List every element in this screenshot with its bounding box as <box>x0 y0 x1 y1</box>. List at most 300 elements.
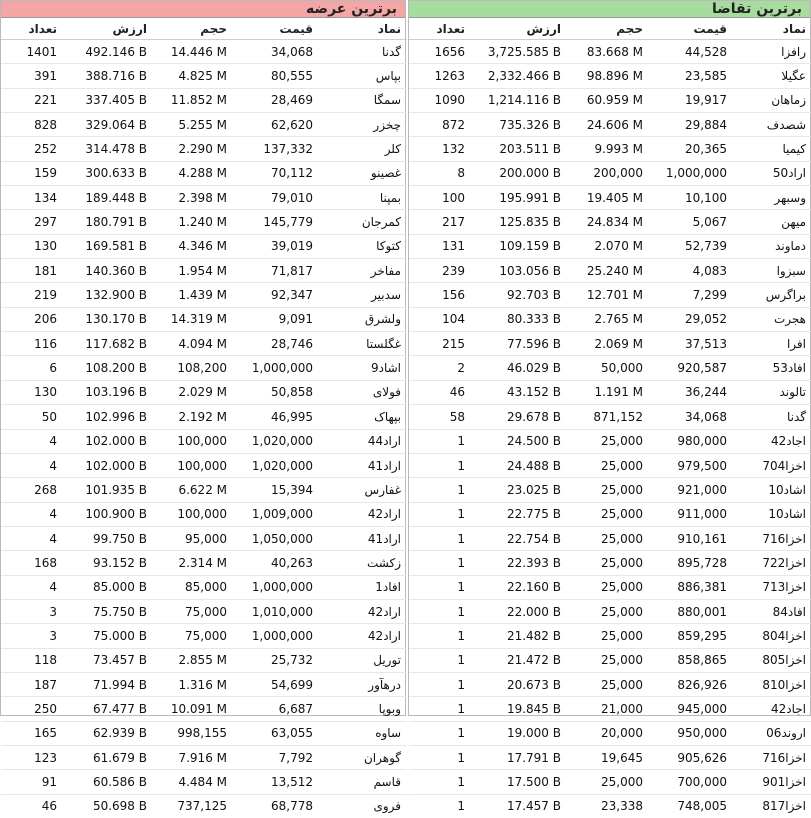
table-row[interactable] <box>1 794 407 818</box>
cell-count: 159 <box>1 161 63 185</box>
table-row[interactable] <box>409 259 811 283</box>
cell-symbol[interactable]: اخزا817 <box>733 794 811 818</box>
cell-symbol[interactable]: زماهان <box>733 88 811 112</box>
table-row[interactable] <box>409 380 811 404</box>
cell-value: 24.488 B <box>471 453 567 477</box>
cell-count: 1656 <box>409 40 471 64</box>
cell-value: 19.845 B <box>471 697 567 721</box>
cell-symbol[interactable]: کلر <box>319 137 407 161</box>
header-price[interactable]: قیمت <box>233 18 319 40</box>
cell-count: 1 <box>409 697 471 721</box>
table-row[interactable] <box>409 161 811 185</box>
cell-value: 17.791 B <box>471 745 567 769</box>
cell-symbol[interactable]: براگرس <box>733 283 811 307</box>
cell-value: 17.457 B <box>471 794 567 818</box>
cell-volume: 25,000 <box>567 575 649 599</box>
cell-volume: 25,000 <box>567 429 649 453</box>
table-row[interactable] <box>1 234 407 258</box>
table-row[interactable] <box>1 40 407 64</box>
cell-volume: 5.255 M <box>153 113 233 137</box>
cell-value: 61.679 B <box>63 745 153 769</box>
table-row[interactable] <box>1 259 407 283</box>
cell-symbol[interactable]: توریل <box>319 648 407 672</box>
cell-count: 1 <box>409 672 471 696</box>
cell-count: 1 <box>409 745 471 769</box>
cell-value: 189.448 B <box>63 186 153 210</box>
cell-price: 71,817 <box>233 259 319 283</box>
table-header-row <box>409 18 811 40</box>
table-row[interactable] <box>409 332 811 356</box>
table-row[interactable] <box>409 794 811 818</box>
cell-value: 23.025 B <box>471 478 567 502</box>
cell-volume: 6.622 M <box>153 478 233 502</box>
cell-count: 4 <box>1 526 63 550</box>
cell-volume: 83.668 M <box>567 40 649 64</box>
cell-price: 748,005 <box>649 794 733 818</box>
cell-price: 6,687 <box>233 697 319 721</box>
cell-symbol[interactable]: بپهاک <box>319 405 407 429</box>
cell-price: 886,381 <box>649 575 733 599</box>
cell-value: 22.775 B <box>471 502 567 526</box>
cell-price: 40,263 <box>233 551 319 575</box>
cell-count: 872 <box>409 113 471 137</box>
cell-count: 1 <box>409 453 471 477</box>
table-row[interactable] <box>409 283 811 307</box>
cell-volume: 4.346 M <box>153 234 233 258</box>
table-row[interactable] <box>1 672 407 696</box>
cell-price: 858,865 <box>649 648 733 672</box>
table-row[interactable] <box>1 770 407 794</box>
table-row[interactable] <box>1 745 407 769</box>
cell-count: 217 <box>409 210 471 234</box>
header-symbol[interactable]: نماد <box>733 18 811 40</box>
cell-volume: 4.094 M <box>153 332 233 356</box>
cell-price: 7,299 <box>649 283 733 307</box>
cell-price: 54,699 <box>233 672 319 696</box>
cell-value: 492.146 B <box>63 40 153 64</box>
table-row[interactable] <box>1 88 407 112</box>
cell-price: 895,728 <box>649 551 733 575</box>
header-volume[interactable]: حجم <box>567 18 649 40</box>
cell-volume: 85,000 <box>153 575 233 599</box>
table-row[interactable] <box>1 113 407 137</box>
cell-count: 1 <box>409 624 471 648</box>
cell-symbol[interactable]: اخزا810 <box>733 672 811 696</box>
cell-volume: 24.834 M <box>567 210 649 234</box>
table-row[interactable] <box>1 161 407 185</box>
top-supply-title: برترین عرضه <box>1 1 405 18</box>
cell-count: 165 <box>1 721 63 745</box>
table-row[interactable] <box>409 356 811 380</box>
cell-count: 250 <box>1 697 63 721</box>
cell-symbol[interactable]: اشاد10 <box>733 502 811 526</box>
cell-value: 20.673 B <box>471 672 567 696</box>
table-row[interactable] <box>1 721 407 745</box>
cell-symbol[interactable]: اشاد10 <box>733 478 811 502</box>
cell-price: 980,000 <box>649 429 733 453</box>
cell-symbol[interactable]: مفاخر <box>319 259 407 283</box>
cell-count: 1 <box>409 502 471 526</box>
table-row[interactable] <box>409 210 811 234</box>
table-row[interactable] <box>1 453 407 477</box>
cell-count: 268 <box>1 478 63 502</box>
cell-price: 950,000 <box>649 721 733 745</box>
table-row[interactable] <box>1 186 407 210</box>
table-row[interactable] <box>409 307 811 331</box>
cell-volume: 1.316 M <box>153 672 233 696</box>
cell-count: 134 <box>1 186 63 210</box>
cell-volume: 2.855 M <box>153 648 233 672</box>
cell-value: 71.994 B <box>63 672 153 696</box>
cell-symbol[interactable]: اشاد9 <box>319 356 407 380</box>
table-row[interactable] <box>409 234 811 258</box>
cell-value: 92.703 B <box>471 283 567 307</box>
cell-value: 67.477 B <box>63 697 153 721</box>
table-row[interactable] <box>409 453 811 477</box>
cell-volume: 2.029 M <box>153 380 233 404</box>
cell-value: 314.478 B <box>63 137 153 161</box>
cell-symbol[interactable]: اراد42 <box>319 599 407 623</box>
cell-price: 826,926 <box>649 672 733 696</box>
cell-symbol[interactable]: کتوکا <box>319 234 407 258</box>
cell-value: 132.900 B <box>63 283 153 307</box>
cell-volume: 2.314 M <box>153 551 233 575</box>
table-row[interactable] <box>1 380 407 404</box>
cell-symbol[interactable]: زکشت <box>319 551 407 575</box>
cell-symbol[interactable]: دماوند <box>733 234 811 258</box>
table-row[interactable] <box>409 721 811 745</box>
cell-value: 2,332.466 B <box>471 64 567 88</box>
cell-count: 1401 <box>1 40 63 64</box>
cell-symbol[interactable]: اخزا716 <box>733 745 811 769</box>
cell-count: 123 <box>1 745 63 769</box>
table-row[interactable] <box>409 672 811 696</box>
cell-price: 37,513 <box>649 332 733 356</box>
cell-count: 130 <box>1 380 63 404</box>
cell-price: 25,732 <box>233 648 319 672</box>
cell-price: 1,020,000 <box>233 429 319 453</box>
cell-value: 180.791 B <box>63 210 153 234</box>
table-row[interactable] <box>1 551 407 575</box>
cell-volume: 4.825 M <box>153 64 233 88</box>
cell-symbol[interactable]: سدبیر <box>319 283 407 307</box>
cell-volume: 2.070 M <box>567 234 649 258</box>
cell-price: 700,000 <box>649 770 733 794</box>
cell-value: 24.500 B <box>471 429 567 453</box>
cell-symbol[interactable]: غگلستا <box>319 332 407 356</box>
cell-volume: 737,125 <box>153 794 233 818</box>
cell-value: 103.196 B <box>63 380 153 404</box>
table-row[interactable] <box>1 502 407 526</box>
cell-count: 4 <box>1 502 63 526</box>
cell-value: 329.064 B <box>63 113 153 137</box>
top-demand-panel <box>408 0 811 716</box>
cell-count: 1 <box>409 551 471 575</box>
cell-price: 34,068 <box>649 405 733 429</box>
table-row[interactable] <box>409 502 811 526</box>
cell-symbol[interactable]: افاد1 <box>319 575 407 599</box>
cell-symbol[interactable]: تالوند <box>733 380 811 404</box>
table-row[interactable] <box>409 624 811 648</box>
cell-symbol[interactable]: اخزا713 <box>733 575 811 599</box>
cell-volume: 998,155 <box>153 721 233 745</box>
cell-volume: 9.993 M <box>567 137 649 161</box>
cell-price: 39,019 <box>233 234 319 258</box>
cell-volume: 100,000 <box>153 429 233 453</box>
cell-volume: 25,000 <box>567 770 649 794</box>
cell-price: 28,469 <box>233 88 319 112</box>
table-row[interactable] <box>1 210 407 234</box>
cell-symbol[interactable]: اخزا704 <box>733 453 811 477</box>
header-count[interactable]: تعداد <box>1 18 63 40</box>
cell-value: 200.000 B <box>471 161 567 185</box>
table-row[interactable] <box>1 429 407 453</box>
table-row[interactable] <box>409 40 811 64</box>
table-row[interactable] <box>1 405 407 429</box>
cell-count: 219 <box>1 283 63 307</box>
table-row[interactable] <box>1 526 407 550</box>
cell-volume: 95,000 <box>153 526 233 550</box>
cell-volume: 7.916 M <box>153 745 233 769</box>
cell-price: 50,858 <box>233 380 319 404</box>
table-row[interactable] <box>409 697 811 721</box>
cell-symbol[interactable]: اراد41 <box>319 453 407 477</box>
top-demand-rows <box>409 40 811 818</box>
cell-symbol[interactable]: فولای <box>319 380 407 404</box>
cell-price: 10,100 <box>649 186 733 210</box>
cell-price: 4,083 <box>649 259 733 283</box>
table-row[interactable] <box>409 599 811 623</box>
cell-symbol[interactable]: بپاس <box>319 64 407 88</box>
cell-volume: 25,000 <box>567 672 649 696</box>
table-row[interactable] <box>1 599 407 623</box>
cell-symbol[interactable]: اخزا901 <box>733 770 811 794</box>
cell-value: 125.835 B <box>471 210 567 234</box>
cell-value: 735.326 B <box>471 113 567 137</box>
cell-count: 187 <box>1 672 63 696</box>
table-row[interactable] <box>409 113 811 137</box>
table-header-row <box>1 18 407 40</box>
table-row[interactable] <box>1 307 407 331</box>
cell-count: 1 <box>409 599 471 623</box>
table-row[interactable] <box>409 186 811 210</box>
cell-value: 102.996 B <box>63 405 153 429</box>
cell-symbol[interactable]: اخزا804 <box>733 624 811 648</box>
cell-symbol[interactable]: اخزا805 <box>733 648 811 672</box>
cell-symbol[interactable]: هجرت <box>733 307 811 331</box>
cell-price: 9,091 <box>233 307 319 331</box>
cell-symbol[interactable]: اراد44 <box>319 429 407 453</box>
cell-symbol[interactable]: اخزا722 <box>733 551 811 575</box>
table-row[interactable] <box>409 405 811 429</box>
cell-symbol[interactable]: قاسم <box>319 770 407 794</box>
cell-value: 195.991 B <box>471 186 567 210</box>
cell-value: 108.200 B <box>63 356 153 380</box>
table-row[interactable] <box>1 137 407 161</box>
cell-price: 15,394 <box>233 478 319 502</box>
cell-price: 911,000 <box>649 502 733 526</box>
cell-symbol[interactable]: افرا <box>733 332 811 356</box>
header-symbol[interactable]: نماد <box>319 18 407 40</box>
cell-price: 70,112 <box>233 161 319 185</box>
cell-symbol[interactable]: غصینو <box>319 161 407 185</box>
cell-price: 880,001 <box>649 599 733 623</box>
table-row[interactable] <box>1 697 407 721</box>
cell-price: 910,161 <box>649 526 733 550</box>
cell-symbol[interactable]: گوهران <box>319 745 407 769</box>
cell-count: 215 <box>409 332 471 356</box>
table-row[interactable] <box>1 283 407 307</box>
cell-value: 109.159 B <box>471 234 567 258</box>
cell-symbol[interactable]: رافزا <box>733 40 811 64</box>
header-price[interactable]: قیمت <box>649 18 733 40</box>
table-row[interactable] <box>409 648 811 672</box>
table-row[interactable] <box>409 64 811 88</box>
cell-value: 22.160 B <box>471 575 567 599</box>
table-row[interactable] <box>1 575 407 599</box>
cell-count: 297 <box>1 210 63 234</box>
header-value[interactable]: ارزش <box>471 18 567 40</box>
cell-symbol[interactable]: اجاد42 <box>733 697 811 721</box>
cell-value: 73.457 B <box>63 648 153 672</box>
cell-count: 46 <box>409 380 471 404</box>
cell-value: 22.000 B <box>471 599 567 623</box>
cell-count: 1 <box>409 770 471 794</box>
cell-value: 46.029 B <box>471 356 567 380</box>
cell-symbol[interactable]: افاد53 <box>733 356 811 380</box>
cell-price: 23,585 <box>649 64 733 88</box>
cell-price: 1,050,000 <box>233 526 319 550</box>
cell-price: 28,746 <box>233 332 319 356</box>
cell-price: 20,365 <box>649 137 733 161</box>
cell-symbol[interactable]: ساوه <box>319 721 407 745</box>
cell-value: 80.333 B <box>471 307 567 331</box>
header-volume[interactable]: حجم <box>153 18 233 40</box>
cell-symbol[interactable]: اراد42 <box>319 502 407 526</box>
cell-symbol[interactable]: کمرجان <box>319 210 407 234</box>
cell-value: 29.678 B <box>471 405 567 429</box>
cell-symbol[interactable]: عگیلا <box>733 64 811 88</box>
cell-symbol[interactable]: سبزوا <box>733 259 811 283</box>
cell-volume: 25,000 <box>567 599 649 623</box>
cell-value: 21.482 B <box>471 624 567 648</box>
header-count[interactable]: تعداد <box>409 18 471 40</box>
cell-symbol[interactable]: وسبهر <box>733 186 811 210</box>
cell-count: 4 <box>1 429 63 453</box>
cell-value: 22.754 B <box>471 526 567 550</box>
cell-symbol[interactable]: اجاد42 <box>733 429 811 453</box>
cell-symbol[interactable]: چخزر <box>319 113 407 137</box>
cell-count: 116 <box>1 332 63 356</box>
cell-symbol[interactable]: وبوپا <box>319 697 407 721</box>
header-value[interactable]: ارزش <box>63 18 153 40</box>
cell-symbol[interactable]: ولشرق <box>319 307 407 331</box>
cell-count: 206 <box>1 307 63 331</box>
cell-volume: 1.439 M <box>153 283 233 307</box>
cell-volume: 11.852 M <box>153 88 233 112</box>
cell-symbol[interactable]: غفارس <box>319 478 407 502</box>
cell-volume: 1.954 M <box>153 259 233 283</box>
cell-symbol[interactable]: بمپنا <box>319 186 407 210</box>
cell-value: 77.596 B <box>471 332 567 356</box>
table-row[interactable] <box>409 429 811 453</box>
cell-symbol[interactable]: کیمیا <box>733 137 811 161</box>
top-supply-rows <box>1 40 407 818</box>
cell-symbol[interactable]: اراد50 <box>733 161 811 185</box>
cell-count: 221 <box>1 88 63 112</box>
cell-volume: 25,000 <box>567 648 649 672</box>
cell-symbol[interactable]: شصدف <box>733 113 811 137</box>
table-row[interactable] <box>1 478 407 502</box>
cell-symbol[interactable]: سمگا <box>319 88 407 112</box>
table-row[interactable] <box>409 551 811 575</box>
cell-volume: 100,000 <box>153 502 233 526</box>
cell-symbol[interactable]: گدنا <box>319 40 407 64</box>
cell-price: 52,739 <box>649 234 733 258</box>
cell-count: 2 <box>409 356 471 380</box>
table-row[interactable] <box>1 332 407 356</box>
cell-symbol[interactable]: میهن <box>733 210 811 234</box>
table-row[interactable] <box>409 478 811 502</box>
table-row[interactable] <box>1 648 407 672</box>
cell-price: 859,295 <box>649 624 733 648</box>
table-row[interactable] <box>409 137 811 161</box>
cell-price: 29,884 <box>649 113 733 137</box>
cell-count: 1 <box>409 575 471 599</box>
table-row[interactable] <box>409 526 811 550</box>
cell-value: 337.405 B <box>63 88 153 112</box>
cell-symbol[interactable]: اروند06 <box>733 721 811 745</box>
cell-price: 1,010,000 <box>233 599 319 623</box>
cell-symbol[interactable]: اراد42 <box>319 624 407 648</box>
cell-count: 58 <box>409 405 471 429</box>
cell-price: 979,500 <box>649 453 733 477</box>
cell-count: 4 <box>1 453 63 477</box>
table-row[interactable] <box>409 575 811 599</box>
cell-value: 50.698 B <box>63 794 153 818</box>
cell-symbol[interactable]: فروی <box>319 794 407 818</box>
cell-volume: 2.398 M <box>153 186 233 210</box>
cell-value: 130.170 B <box>63 307 153 331</box>
cell-price: 44,528 <box>649 40 733 64</box>
cell-symbol[interactable]: افاد84 <box>733 599 811 623</box>
cell-symbol[interactable]: اراد41 <box>319 526 407 550</box>
cell-volume: 2.290 M <box>153 137 233 161</box>
cell-count: 6 <box>1 356 63 380</box>
cell-volume: 1.240 M <box>153 210 233 234</box>
table-row[interactable] <box>409 770 811 794</box>
cell-price: 1,020,000 <box>233 453 319 477</box>
cell-symbol[interactable]: اخزا716 <box>733 526 811 550</box>
cell-count: 239 <box>409 259 471 283</box>
table-row[interactable] <box>1 64 407 88</box>
table-row[interactable] <box>1 624 407 648</box>
cell-value: 75.750 B <box>63 599 153 623</box>
cell-value: 1,214.116 B <box>471 88 567 112</box>
cell-count: 91 <box>1 770 63 794</box>
table-row[interactable] <box>409 88 811 112</box>
cell-price: 92,347 <box>233 283 319 307</box>
cell-symbol[interactable]: درهآور <box>319 672 407 696</box>
table-row[interactable] <box>409 745 811 769</box>
cell-symbol[interactable]: گدنا <box>733 405 811 429</box>
cell-count: 100 <box>409 186 471 210</box>
top-demand-title: برترین تقاضا <box>409 1 810 18</box>
cell-price: 46,995 <box>233 405 319 429</box>
cell-count: 104 <box>409 307 471 331</box>
cell-volume: 2.192 M <box>153 405 233 429</box>
table-row[interactable] <box>1 356 407 380</box>
